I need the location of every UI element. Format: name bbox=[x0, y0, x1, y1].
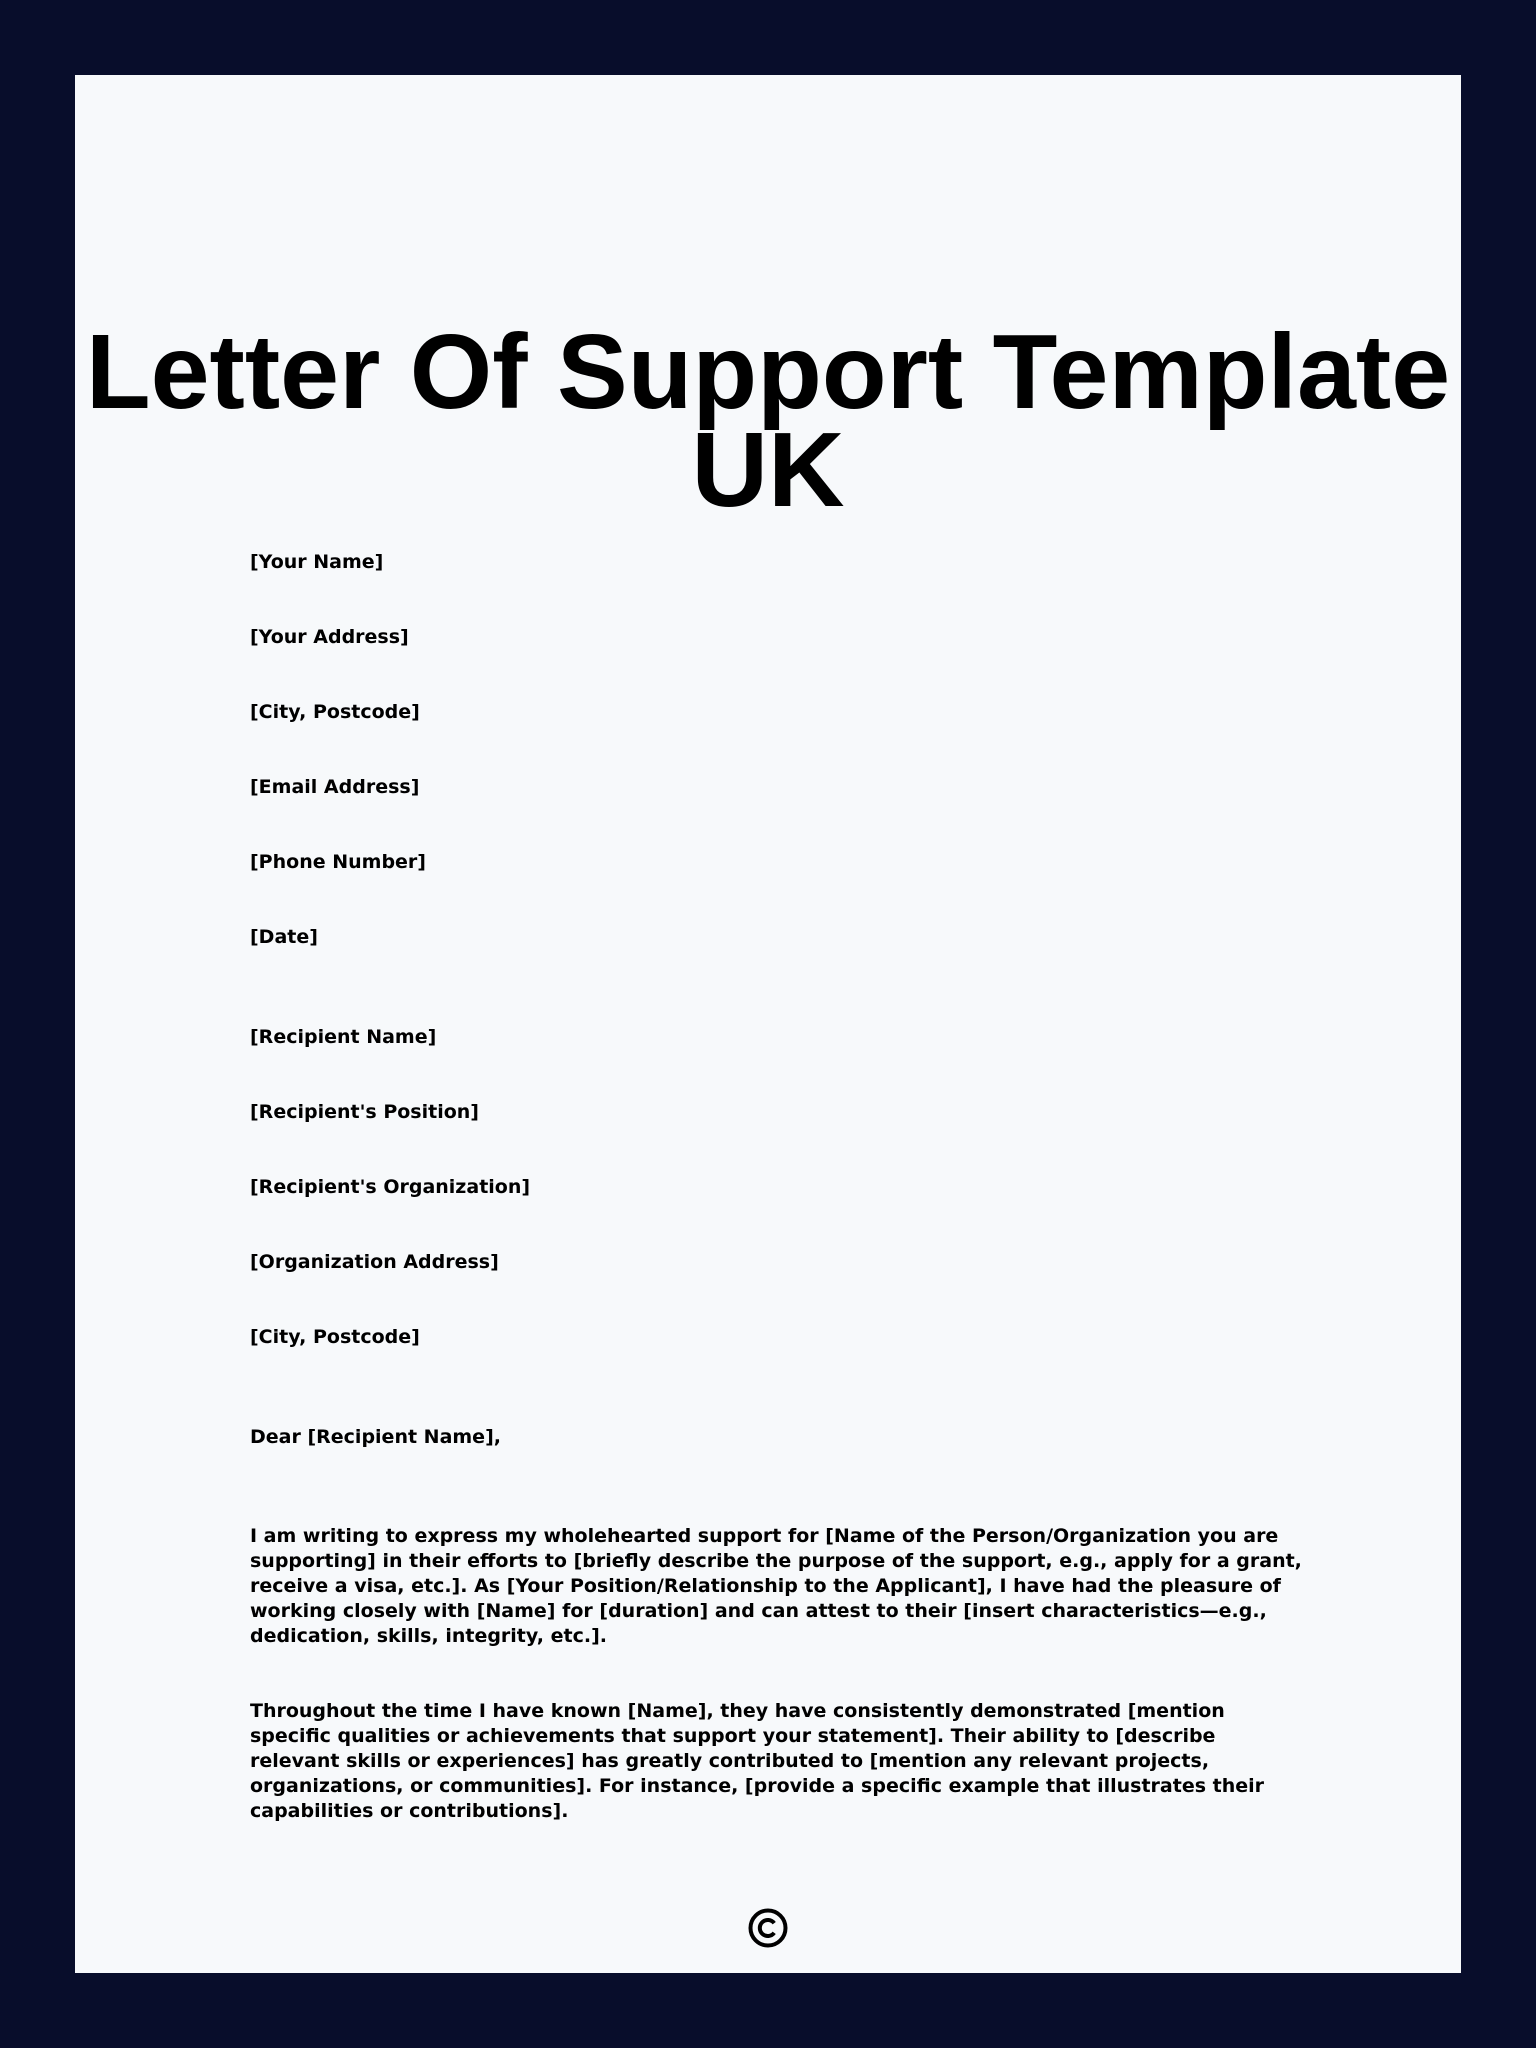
document-title: Letter Of Support Template UK bbox=[85, 313, 1451, 529]
salutation: Dear [Recipient Name], bbox=[250, 1426, 501, 1448]
letter-page bbox=[75, 75, 1461, 1973]
recipient-position: [Recipient's Position] bbox=[250, 1101, 479, 1123]
recipient-city-postcode: [City, Postcode] bbox=[250, 1326, 420, 1348]
sender-name: [Your Name] bbox=[250, 551, 384, 573]
recipient-address: [Organization Address] bbox=[250, 1251, 499, 1273]
letter-date: [Date] bbox=[250, 926, 318, 948]
sender-phone: [Phone Number] bbox=[250, 851, 426, 873]
sender-city-postcode: [City, Postcode] bbox=[250, 701, 420, 723]
copyright-icon bbox=[747, 1907, 789, 1949]
sender-address: [Your Address] bbox=[250, 626, 409, 648]
sender-email: [Email Address] bbox=[250, 776, 420, 798]
body-paragraph-1: I am writing to express my wholehearted support for [Name of the Person/Organization you are supporting] in their efforts to [briefly describe the purpose of the support, e.g., apply for a grant, receive a visa, etc.]. As [Your Position/Relationship to the Applicant], I have had the pleasure of working closely with [Name] for [duration] and can attest to their [insert characteristics—e.g., dedication, skills, integrity, etc.]. bbox=[250, 1525, 1302, 1647]
body-paragraph-2: Throughout the time I have known [Name], they have consistently demonstrated [mention specific qualities or achievements that support your statement]. Their ability to [describe relevant skills or experiences] has greatly contributed to [mention any relevant projects, organizations, or communities]. For instance, [provide a specific example that illustrates their capabilities or contributions]. bbox=[250, 1700, 1265, 1822]
recipient-organization: [Recipient's Organization] bbox=[250, 1176, 531, 1198]
recipient-name: [Recipient Name] bbox=[250, 1026, 437, 1048]
